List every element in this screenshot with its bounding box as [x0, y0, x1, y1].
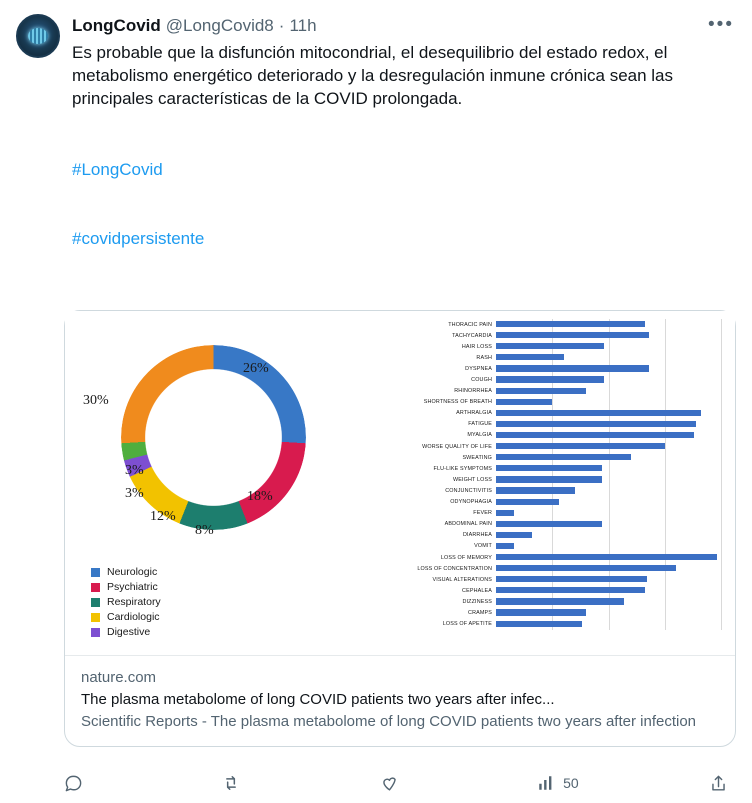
analytics-icon — [537, 774, 555, 792]
bar-fill — [496, 521, 602, 527]
card-media-figure — [65, 311, 735, 656]
retweet-icon — [221, 773, 241, 793]
legend-item — [91, 566, 161, 578]
gridline — [609, 341, 610, 352]
bar-track — [496, 497, 721, 508]
more-options-icon[interactable]: ••• — [708, 14, 734, 35]
gridline — [665, 541, 666, 552]
bar-row — [400, 563, 721, 574]
bar-chart — [400, 311, 735, 655]
bar-chart-rows — [400, 319, 721, 630]
bar-category-label: DYSPNEA — [465, 365, 492, 372]
gridline — [665, 374, 666, 385]
bar-fill — [496, 499, 559, 505]
gridline — [721, 485, 722, 496]
gridline — [665, 497, 666, 508]
gridline — [721, 352, 722, 363]
bar-track — [496, 607, 721, 618]
gridline — [721, 397, 722, 408]
legend-item — [91, 581, 161, 593]
bar-row — [400, 374, 721, 385]
bar-fill — [496, 465, 602, 471]
gridline — [609, 508, 610, 519]
bar-track — [496, 363, 721, 374]
gridline — [609, 474, 610, 485]
share-button[interactable] — [709, 774, 736, 793]
card-domain: nature.com — [81, 669, 157, 686]
bar-track — [496, 374, 721, 385]
bar-row — [400, 441, 721, 452]
gridline — [552, 541, 553, 552]
bar-fill — [496, 565, 676, 571]
bar-row — [400, 474, 721, 485]
bar-track — [496, 552, 721, 563]
bar-fill — [496, 354, 564, 360]
legend-label: Psychiatric — [107, 581, 158, 593]
bar-fill — [496, 399, 552, 405]
bar-category-label: RHINORRHEA — [454, 388, 492, 395]
bar-fill — [496, 543, 514, 549]
bar-fill — [496, 443, 665, 449]
bar-row — [400, 619, 721, 630]
gridline — [609, 352, 610, 363]
bar-fill — [496, 598, 624, 604]
tweet-header-body — [60, 14, 698, 296]
bar-category-label: FATIGUE — [468, 421, 492, 428]
bar-track — [496, 474, 721, 485]
gridline — [609, 397, 610, 408]
bar-row — [400, 419, 721, 430]
bar-fill — [496, 476, 602, 482]
bar-category-label: FLU-LIKE SYMPTOMS — [433, 465, 492, 472]
gridline — [721, 530, 722, 541]
gridline — [721, 419, 722, 430]
bar-track — [496, 519, 721, 530]
gridline — [609, 497, 610, 508]
bar-row — [400, 585, 721, 596]
bar-fill — [496, 388, 586, 394]
bar-fill — [496, 576, 647, 582]
bar-fill — [496, 554, 717, 560]
retweet-button[interactable] — [221, 773, 249, 793]
bar-fill — [496, 343, 604, 349]
gridline — [721, 596, 722, 607]
timestamp[interactable]: 11h — [289, 16, 317, 35]
gridline — [721, 363, 722, 374]
bar-category-label: VISUAL ALTERATIONS — [432, 576, 492, 583]
bar-track — [496, 441, 721, 452]
bar-category-label: VOMIT — [474, 543, 492, 550]
gridline — [721, 452, 722, 463]
legend-item — [91, 611, 161, 623]
bar-track — [496, 530, 721, 541]
gridline — [665, 352, 666, 363]
bar-fill — [496, 609, 586, 615]
bar-row — [400, 552, 721, 563]
gridline — [721, 341, 722, 352]
bar-row — [400, 530, 721, 541]
bar-track — [496, 341, 721, 352]
bar-category-label: TACHYCARDIA — [452, 332, 492, 339]
bar-track — [496, 508, 721, 519]
bar-category-label: DIZZINESS — [462, 598, 492, 605]
donut-label-3: 12% — [150, 509, 176, 524]
gridline — [552, 397, 553, 408]
bar-track — [496, 619, 721, 630]
gridline — [721, 330, 722, 341]
bar-track — [496, 330, 721, 341]
legend-swatch-icon — [91, 628, 100, 637]
gridline — [665, 463, 666, 474]
bar-fill — [496, 410, 701, 416]
gridline — [609, 374, 610, 385]
gridline — [665, 530, 666, 541]
donut-label-1: 18% — [247, 489, 273, 504]
gridline — [665, 319, 666, 330]
bar-fill — [496, 621, 582, 627]
bar-row — [400, 541, 721, 552]
bar-category-label: ODYNOPHAGIA — [450, 499, 492, 506]
donut-ring — [121, 345, 306, 530]
gridline — [721, 319, 722, 330]
bar-category-label: WORSE QUALITY OF LIFE — [422, 443, 492, 450]
bar-fill — [496, 532, 532, 538]
bar-track — [496, 319, 721, 330]
bar-track — [496, 408, 721, 419]
gridline — [721, 374, 722, 385]
gridline — [609, 519, 610, 530]
bar-category-label: CONJUNCTIVITIS — [445, 487, 492, 494]
gridline — [721, 508, 722, 519]
bar-row — [400, 363, 721, 374]
hashtag-longcovid[interactable]: #LongCovid — [72, 160, 163, 179]
hashtag-block — [72, 112, 698, 296]
bar-track — [496, 541, 721, 552]
views-count: 50 — [563, 775, 579, 791]
bar-row — [400, 519, 721, 530]
gridline — [721, 552, 722, 563]
gridline — [552, 530, 553, 541]
gridline — [665, 485, 666, 496]
author-row — [72, 14, 698, 37]
legend-label: Respiratory — [107, 596, 161, 608]
gridline — [665, 508, 666, 519]
hashtag-covidpersistente[interactable]: #covidpersistente — [72, 229, 205, 248]
gridline — [665, 330, 666, 341]
bar-fill — [496, 365, 649, 371]
gridline — [721, 463, 722, 474]
bar-category-label: FEVER — [473, 510, 492, 517]
gridline — [665, 596, 666, 607]
bar-track — [496, 585, 721, 596]
link-preview-card[interactable] — [64, 310, 736, 747]
bar-track — [496, 430, 721, 441]
bar-fill — [496, 421, 696, 427]
gridline — [609, 530, 610, 541]
bar-fill — [496, 587, 645, 593]
gridline — [721, 386, 722, 397]
bar-row — [400, 397, 721, 408]
bar-track — [496, 596, 721, 607]
bar-category-label: WEIGHT LOSS — [453, 476, 492, 483]
gridline — [609, 541, 610, 552]
bar-track — [496, 386, 721, 397]
gridline — [721, 519, 722, 530]
bar-row — [400, 430, 721, 441]
bar-category-label: ABDOMINAL PAIN — [444, 521, 492, 528]
donut-chart — [65, 311, 400, 655]
bar-category-label: LOSS OF CONCENTRATION — [417, 565, 492, 572]
gridline — [721, 497, 722, 508]
bar-row — [400, 352, 721, 363]
gridline — [721, 430, 722, 441]
bar-row — [400, 408, 721, 419]
bar-category-label: RASH — [476, 354, 492, 361]
bar-category-label: SHORTNESS OF BREATH — [423, 399, 492, 406]
gridline — [665, 363, 666, 374]
gridline — [721, 619, 722, 630]
bar-row — [400, 463, 721, 474]
bar-fill — [496, 432, 694, 438]
bar-category-label: COUGH — [471, 377, 492, 384]
bar-row — [400, 319, 721, 330]
gridline — [665, 585, 666, 596]
bar-category-label: MYALGIA — [467, 432, 492, 439]
gridline — [665, 441, 666, 452]
tweet-header — [0, 0, 752, 296]
gridline — [665, 452, 666, 463]
gridline — [721, 474, 722, 485]
gridline — [721, 441, 722, 452]
gridline — [665, 607, 666, 618]
legend-label: Cardiologic — [107, 611, 160, 623]
bar-category-label: LOSS OF APETITE — [442, 621, 492, 628]
views-button[interactable] — [537, 774, 579, 792]
donut-label-5: 3% — [125, 463, 144, 478]
bar-track — [496, 574, 721, 585]
legend-item — [91, 596, 161, 608]
like-button[interactable] — [380, 774, 407, 793]
bar-row — [400, 607, 721, 618]
bar-category-label: SWEATING — [462, 454, 492, 461]
legend-label: Neurologic — [107, 566, 158, 578]
bar-category-label: LOSS OF MEMORY — [440, 554, 492, 561]
gridline — [609, 386, 610, 397]
legend-swatch-icon — [91, 598, 100, 607]
bar-row — [400, 452, 721, 463]
legend-label: Digestive — [107, 626, 151, 638]
gridline — [721, 585, 722, 596]
card-text-block — [65, 656, 735, 746]
separator-dot: · — [278, 16, 285, 35]
reply-icon — [64, 774, 83, 793]
bar-fill — [496, 321, 645, 327]
bar-fill — [496, 332, 649, 338]
gridline — [609, 463, 610, 474]
donut-label-4: 3% — [125, 486, 144, 501]
bar-row — [400, 330, 721, 341]
legend-swatch-icon — [91, 583, 100, 592]
bar-track — [496, 452, 721, 463]
bar-category-label: HAIR LOSS — [461, 343, 492, 350]
legend-swatch-icon — [91, 613, 100, 622]
gridline — [665, 519, 666, 530]
bar-fill — [496, 454, 631, 460]
bar-fill — [496, 487, 575, 493]
gridline — [665, 619, 666, 630]
donut-label-0: 26% — [243, 361, 269, 376]
donut-label-2: 8% — [195, 523, 214, 538]
gridline — [721, 563, 722, 574]
card-title: The plasma metabolome of long COVID patients two years after infec... — [81, 691, 555, 708]
card-description: Scientific Reports - The plasma metabolome of long COVID patients two years after infection — [81, 713, 697, 730]
tweet-actions — [64, 763, 736, 803]
bar-track — [496, 397, 721, 408]
bar-fill — [496, 376, 604, 382]
bar-track — [496, 419, 721, 430]
author-display-name[interactable]: LongCovid — [72, 16, 161, 35]
gridline — [721, 574, 722, 585]
bar-track — [496, 485, 721, 496]
gridline — [552, 508, 553, 519]
tweet-body-text: Es probable que la disfunción mitocondrial, el desequilibrio del estado redox, el metabolismo energético deteriorado y la desregulación inmune crónica sean las principales características de la COVID prolongada. — [72, 43, 678, 108]
bar-row — [400, 508, 721, 519]
gridline — [665, 397, 666, 408]
author-handle[interactable]: @LongCovid8 — [165, 16, 274, 35]
avatar[interactable] — [16, 14, 60, 58]
bar-row — [400, 574, 721, 585]
gridline — [721, 541, 722, 552]
bar-row — [400, 596, 721, 607]
gridline — [665, 474, 666, 485]
gridline — [721, 607, 722, 618]
legend-swatch-icon — [91, 568, 100, 577]
gridline — [665, 574, 666, 585]
gridline — [721, 408, 722, 419]
bar-row — [400, 497, 721, 508]
heart-icon — [380, 774, 399, 793]
legend-item — [91, 626, 161, 638]
bar-fill — [496, 510, 514, 516]
bar-row — [400, 485, 721, 496]
bar-category-label: ARTHRALGIA — [456, 410, 492, 417]
bar-row — [400, 386, 721, 397]
share-icon — [709, 774, 728, 793]
gridline — [665, 386, 666, 397]
reply-button[interactable] — [64, 774, 91, 793]
bar-category-label: CEPHALEA — [462, 587, 492, 594]
bar-track — [496, 563, 721, 574]
donut-legend — [91, 566, 161, 641]
bar-category-label: THORACIC PAIN — [448, 321, 492, 328]
gridline — [665, 341, 666, 352]
gridline — [609, 607, 610, 618]
donut-label-6: 30% — [83, 393, 109, 408]
bar-track — [496, 463, 721, 474]
bar-track — [496, 352, 721, 363]
bar-category-label: CRAMPS — [468, 609, 492, 616]
gridline — [609, 485, 610, 496]
gridline — [609, 619, 610, 630]
bar-row — [400, 341, 721, 352]
bar-category-label: DIARRHEA — [462, 532, 492, 539]
